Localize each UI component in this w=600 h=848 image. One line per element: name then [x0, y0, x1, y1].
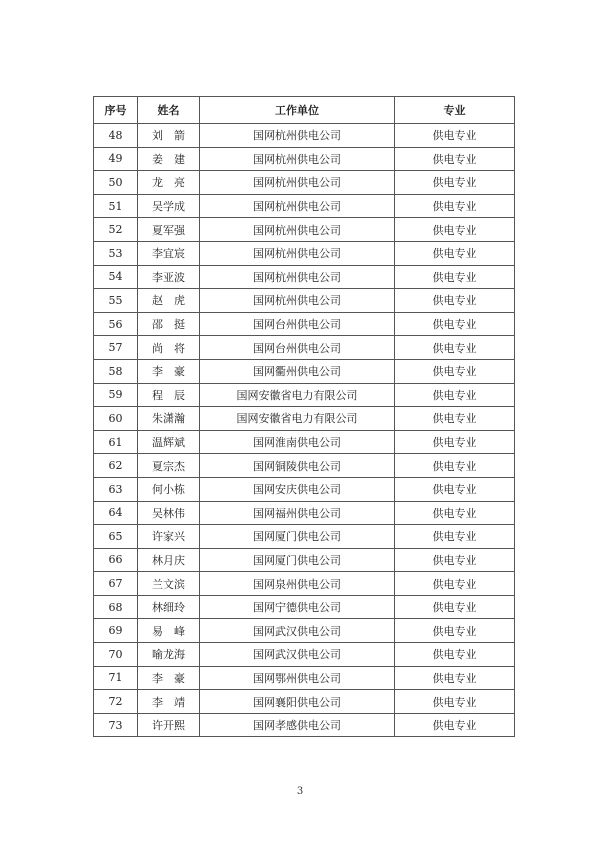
name-cell: 林细玲 [138, 595, 200, 619]
specialty-cell: 供电专业 [395, 548, 515, 572]
specialty-cell: 供电专业 [395, 289, 515, 313]
specialty-cell: 供电专业 [395, 383, 515, 407]
page-number: 3 [296, 786, 304, 797]
specialty-cell: 供电专业 [395, 690, 515, 714]
work-unit-cell: 国网武汉供电公司 [200, 643, 395, 667]
table-row [94, 312, 515, 336]
work-unit-cell: 国网孝感供电公司 [200, 713, 395, 737]
serial-number-cell: 50 [94, 171, 138, 195]
table-row [94, 124, 515, 148]
work-unit-cell: 国网杭州供电公司 [200, 124, 395, 148]
table-row [94, 407, 515, 431]
table-row [94, 666, 515, 690]
specialty-cell: 供电专业 [395, 407, 515, 431]
specialty-cell: 供电专业 [395, 477, 515, 501]
serial-number-cell: 71 [94, 666, 138, 690]
serial-number-cell: 68 [94, 595, 138, 619]
specialty-cell: 供电专业 [395, 430, 515, 454]
work-unit-cell: 国网杭州供电公司 [200, 241, 395, 265]
work-unit-cell: 国网淮南供电公司 [200, 430, 395, 454]
table-body [94, 124, 515, 737]
table-row [94, 359, 515, 383]
table-row [94, 690, 515, 714]
table-row [94, 454, 515, 478]
serial-number-cell: 52 [94, 218, 138, 242]
work-unit-cell: 国网杭州供电公司 [200, 218, 395, 242]
table-row [94, 241, 515, 265]
table-header [94, 97, 515, 124]
serial-number-cell: 51 [94, 194, 138, 218]
name-cell: 吴学成 [138, 194, 200, 218]
table-row [94, 477, 515, 501]
serial-number-cell: 49 [94, 147, 138, 171]
header-row [94, 97, 515, 124]
specialty-cell: 供电专业 [395, 218, 515, 242]
table-row [94, 548, 515, 572]
name-cell: 许开熙 [138, 713, 200, 737]
specialty-cell: 供电专业 [395, 595, 515, 619]
header-specialty: 专业 [395, 97, 515, 124]
serial-number-cell: 56 [94, 312, 138, 336]
specialty-cell: 供电专业 [395, 336, 515, 360]
table-row [94, 595, 515, 619]
table-row [94, 147, 515, 171]
name-cell: 兰文滨 [138, 572, 200, 596]
work-unit-cell: 国网铜陵供电公司 [200, 454, 395, 478]
specialty-cell: 供电专业 [395, 147, 515, 171]
serial-number-cell: 67 [94, 572, 138, 596]
table-row [94, 336, 515, 360]
header-work-unit: 工作单位 [200, 97, 395, 124]
work-unit-cell: 国网杭州供电公司 [200, 289, 395, 313]
header-name: 姓名 [138, 97, 200, 124]
table-row [94, 713, 515, 737]
name-cell: 姜 建 [138, 147, 200, 171]
name-cell: 程 辰 [138, 383, 200, 407]
serial-number-cell: 73 [94, 713, 138, 737]
work-unit-cell: 国网衢州供电公司 [200, 359, 395, 383]
work-unit-cell: 国网安徽省电力有限公司 [200, 383, 395, 407]
serial-number-cell: 58 [94, 359, 138, 383]
name-cell: 温辉斌 [138, 430, 200, 454]
name-cell: 林月庆 [138, 548, 200, 572]
work-unit-cell: 国网厦门供电公司 [200, 548, 395, 572]
work-unit-cell: 国网台州供电公司 [200, 312, 395, 336]
specialty-cell: 供电专业 [395, 666, 515, 690]
name-cell: 李 豪 [138, 359, 200, 383]
work-unit-cell: 国网泉州供电公司 [200, 572, 395, 596]
name-cell: 朱潇瀚 [138, 407, 200, 431]
specialty-cell: 供电专业 [395, 194, 515, 218]
table-row [94, 265, 515, 289]
work-unit-cell: 国网宁德供电公司 [200, 595, 395, 619]
specialty-cell: 供电专业 [395, 643, 515, 667]
specialty-cell: 供电专业 [395, 713, 515, 737]
serial-number-cell: 63 [94, 477, 138, 501]
name-cell: 夏军强 [138, 218, 200, 242]
serial-number-cell: 62 [94, 454, 138, 478]
name-cell: 龙 亮 [138, 171, 200, 195]
specialty-cell: 供电专业 [395, 619, 515, 643]
serial-number-cell: 60 [94, 407, 138, 431]
serial-number-cell: 55 [94, 289, 138, 313]
table-row [94, 643, 515, 667]
name-cell: 邵 挺 [138, 312, 200, 336]
serial-number-cell: 64 [94, 501, 138, 525]
specialty-cell: 供电专业 [395, 241, 515, 265]
work-unit-cell: 国网鄂州供电公司 [200, 666, 395, 690]
name-cell: 李亚波 [138, 265, 200, 289]
specialty-cell: 供电专业 [395, 572, 515, 596]
work-unit-cell: 国网杭州供电公司 [200, 147, 395, 171]
serial-number-cell: 54 [94, 265, 138, 289]
roster-table [93, 96, 515, 737]
serial-number-cell: 61 [94, 430, 138, 454]
table-row [94, 194, 515, 218]
table-row [94, 430, 515, 454]
table-row [94, 525, 515, 549]
table-row [94, 218, 515, 242]
table-row [94, 572, 515, 596]
specialty-cell: 供电专业 [395, 312, 515, 336]
name-cell: 喻龙海 [138, 643, 200, 667]
name-cell: 刘 箭 [138, 124, 200, 148]
work-unit-cell: 国网台州供电公司 [200, 336, 395, 360]
serial-number-cell: 59 [94, 383, 138, 407]
specialty-cell: 供电专业 [395, 501, 515, 525]
specialty-cell: 供电专业 [395, 124, 515, 148]
work-unit-cell: 国网杭州供电公司 [200, 194, 395, 218]
serial-number-cell: 48 [94, 124, 138, 148]
table-row [94, 289, 515, 313]
name-cell: 许家兴 [138, 525, 200, 549]
serial-number-cell: 53 [94, 241, 138, 265]
specialty-cell: 供电专业 [395, 265, 515, 289]
work-unit-cell: 国网厦门供电公司 [200, 525, 395, 549]
serial-number-cell: 66 [94, 548, 138, 572]
specialty-cell: 供电专业 [395, 359, 515, 383]
serial-number-cell: 72 [94, 690, 138, 714]
work-unit-cell: 国网福州供电公司 [200, 501, 395, 525]
name-cell: 何小栋 [138, 477, 200, 501]
work-unit-cell: 国网杭州供电公司 [200, 171, 395, 195]
serial-number-cell: 65 [94, 525, 138, 549]
specialty-cell: 供电专业 [395, 454, 515, 478]
name-cell: 夏宗杰 [138, 454, 200, 478]
name-cell: 赵 虎 [138, 289, 200, 313]
work-unit-cell: 国网安徽省电力有限公司 [200, 407, 395, 431]
table-row [94, 383, 515, 407]
work-unit-cell: 国网杭州供电公司 [200, 265, 395, 289]
name-cell: 李宜宸 [138, 241, 200, 265]
name-cell: 李 靖 [138, 690, 200, 714]
serial-number-cell: 70 [94, 643, 138, 667]
work-unit-cell: 国网安庆供电公司 [200, 477, 395, 501]
table-row [94, 619, 515, 643]
name-cell: 李 豪 [138, 666, 200, 690]
table-row [94, 501, 515, 525]
serial-number-cell: 57 [94, 336, 138, 360]
specialty-cell: 供电专业 [395, 171, 515, 195]
work-unit-cell: 国网襄阳供电公司 [200, 690, 395, 714]
serial-number-cell: 69 [94, 619, 138, 643]
name-cell: 尚 将 [138, 336, 200, 360]
work-unit-cell: 国网武汉供电公司 [200, 619, 395, 643]
name-cell: 吴林伟 [138, 501, 200, 525]
table-row [94, 171, 515, 195]
specialty-cell: 供电专业 [395, 525, 515, 549]
name-cell: 易 峰 [138, 619, 200, 643]
header-serial-number: 序号 [94, 97, 138, 124]
